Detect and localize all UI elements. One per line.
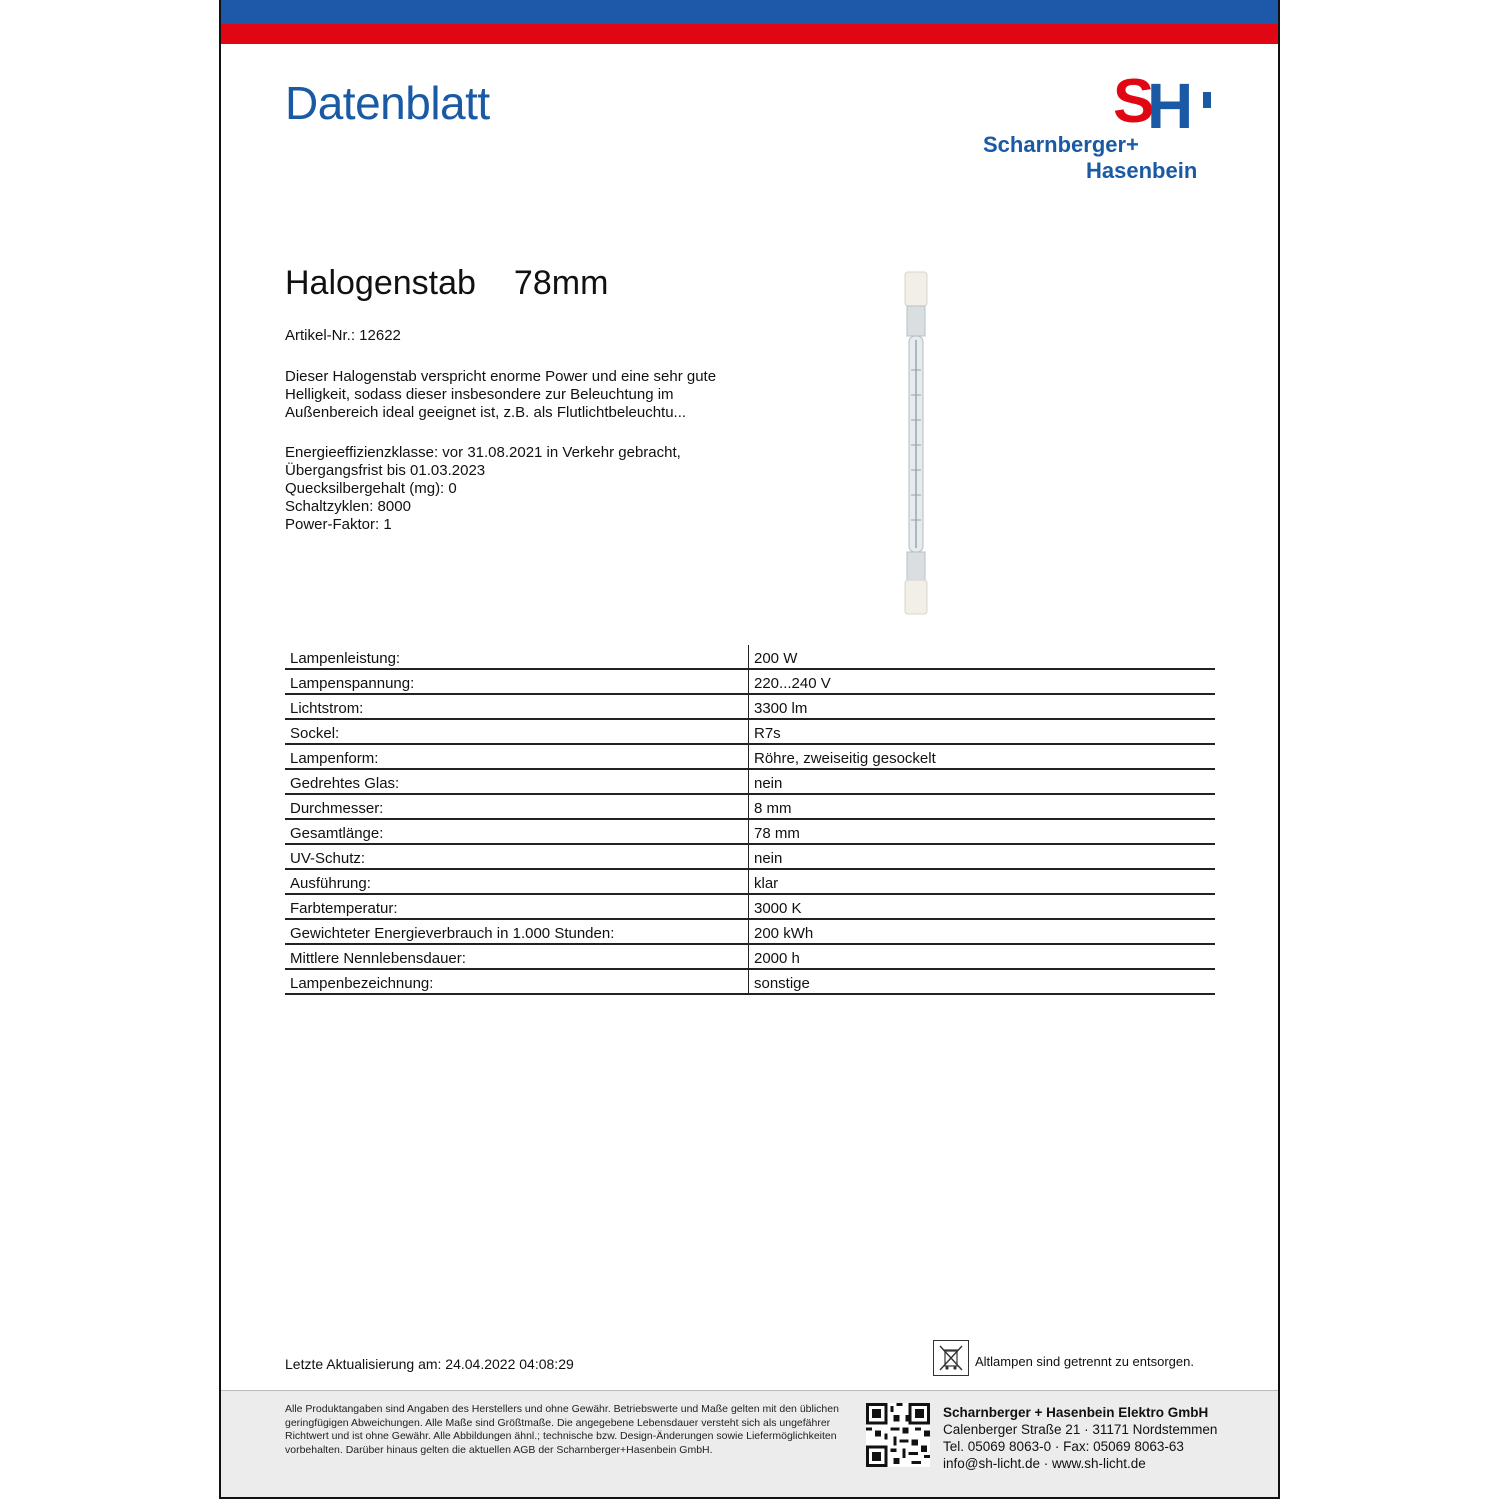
product-name: Halogenstab — [285, 264, 476, 302]
spec-label: UV-Schutz: — [285, 844, 749, 869]
weee-bin-icon — [933, 1340, 969, 1376]
svg-text:S: S — [1113, 67, 1155, 136]
spec-value: nein — [749, 844, 1216, 869]
spec-label: Lampenleistung: — [285, 645, 749, 669]
meta-line: Quecksilbergehalt (mg): 0 — [285, 480, 457, 497]
logo-name-line1: Scharnberger+ — [983, 132, 1139, 157]
spec-row — [285, 969, 1215, 994]
company-phone: Tel. 05069 8063-0 · Fax: 05069 8063-63 — [943, 1439, 1184, 1454]
spec-row — [285, 944, 1215, 969]
spec-row — [285, 645, 1215, 669]
spec-row — [285, 669, 1215, 694]
spec-label: Lichtstrom: — [285, 694, 749, 719]
header-band-blue — [221, 0, 1278, 24]
product-meta — [285, 444, 765, 534]
footer — [221, 1390, 1278, 1498]
spec-value: 2000 h — [749, 944, 1216, 969]
spec-row — [285, 869, 1215, 894]
spec-label: Sockel: — [285, 719, 749, 744]
spec-value: 8 mm — [749, 794, 1216, 819]
spec-row — [285, 819, 1215, 844]
company-address: Calenberger Straße 21 · 31171 Nordstemmen — [943, 1422, 1218, 1437]
spec-label: Lampenspannung: — [285, 669, 749, 694]
spec-label: Lampenform: — [285, 744, 749, 769]
spec-row — [285, 769, 1215, 794]
svg-text:H: H — [1147, 70, 1194, 142]
qr-code-icon — [866, 1403, 930, 1467]
header-band-red — [221, 24, 1278, 44]
weee-note: Altlampen sind getrennt zu entsorgen. — [975, 1354, 1194, 1369]
spec-label: Gedrehtes Glas: — [285, 769, 749, 794]
spec-value: 78 mm — [749, 819, 1216, 844]
meta-line: Übergangsfrist bis 01.03.2023 — [285, 462, 486, 479]
spec-row — [285, 744, 1215, 769]
spec-row — [285, 919, 1215, 944]
spec-value: 200 kWh — [749, 919, 1216, 944]
spec-label: Gewichteter Energieverbrauch in 1.000 Stunden: — [285, 919, 749, 944]
specs-table — [285, 645, 1215, 995]
spec-value: Röhre, zweiseitig gesockelt — [749, 744, 1216, 769]
spec-row — [285, 894, 1215, 919]
page-title: Datenblatt — [285, 77, 490, 129]
spec-row — [285, 719, 1215, 744]
product-size: 78mm — [513, 264, 609, 302]
spec-value: 3000 K — [749, 894, 1216, 919]
spec-label: Mittlere Nennlebensdauer: — [285, 944, 749, 969]
datasheet-page — [219, 0, 1280, 1499]
product-title — [285, 264, 608, 303]
company-web: info@sh-licht.de · www.sh-licht.de — [943, 1456, 1146, 1471]
spec-label: Ausführung: — [285, 869, 749, 894]
product-image-halogen-rod — [871, 270, 961, 615]
spec-value: 220...240 V — [749, 669, 1216, 694]
spec-label: Farbtemperatur: — [285, 894, 749, 919]
spec-row — [285, 694, 1215, 719]
article-number: Artikel-Nr.: 12622 — [285, 327, 401, 344]
spec-label: Gesamtlänge: — [285, 819, 749, 844]
spec-label: Durchmesser: — [285, 794, 749, 819]
spec-value: R7s — [749, 719, 1216, 744]
company-info — [943, 1404, 1217, 1472]
spec-value: 200 W — [749, 645, 1216, 669]
spec-row — [285, 844, 1215, 869]
spec-value: 3300 lm — [749, 694, 1216, 719]
spec-row — [285, 794, 1215, 819]
spec-value: klar — [749, 869, 1216, 894]
logo-name-line2: Hasenbein — [1086, 158, 1198, 183]
meta-line: Schaltzyklen: 8000 — [285, 498, 411, 515]
meta-line: Energieeffizienzklasse: vor 31.08.2021 in Verkehr gebracht, — [285, 444, 681, 461]
meta-line: Power-Faktor: 1 — [285, 516, 392, 533]
spec-label: Lampenbezeichnung: — [285, 969, 749, 994]
product-description: Dieser Halogenstab verspricht enorme Power und eine sehr gute Helligkeit, sodass dieser insbesondere zur Beleuchtung im Außenbereich ideal geeignet ist, z.B. als Flutlichtbeleuchtu... — [285, 368, 717, 421]
disclaimer: Alle Produktangaben sind Angaben des Herstellers und ohne Gewähr. Betriebswerte und Maße gelten mit den üblichen geringfügigen Abweichungen. Alle Maße sind Größtmaße. Die angegebene Lebensdauer versteht sich als ungefährer Richtwert und ist ohne Gewähr. Alle Abbildungen ähnl.; technische bzw. Design-Änderungen sowie Liefermöglichkeiten vorbehalten. Darüber hinaus gelten die aktuellen AGB der Scharnberger+Hasenbein GmbH. — [285, 1403, 839, 1456]
spec-value: nein — [749, 769, 1216, 794]
last-updated: Letzte Aktualisierung am: 24.04.2022 04:08:29 — [285, 1356, 574, 1372]
spec-value: sonstige — [749, 969, 1216, 994]
company-name: Scharnberger + Hasenbein Elektro GmbH — [943, 1405, 1209, 1420]
